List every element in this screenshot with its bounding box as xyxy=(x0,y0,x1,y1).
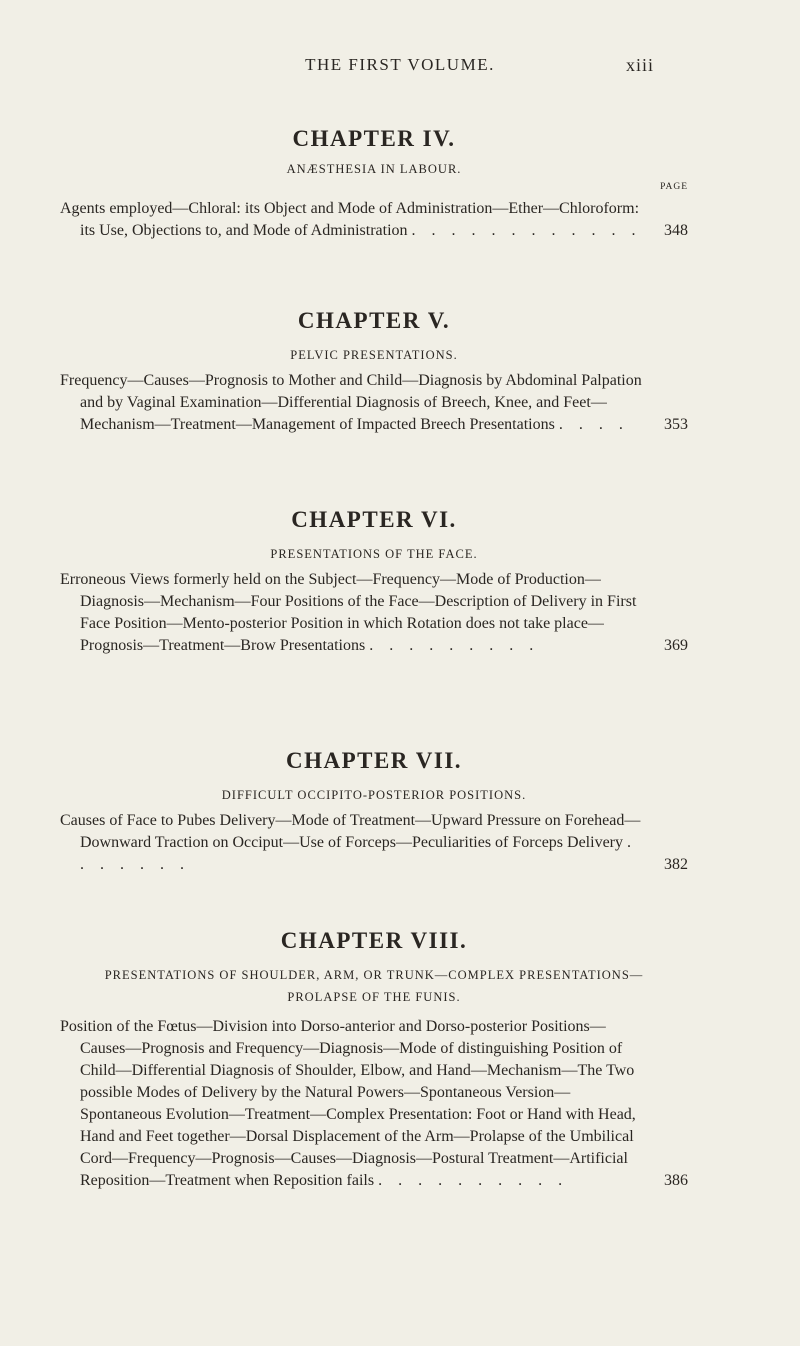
chapter-subtitle: DIFFICULT OCCIPITO-POSTERIOR POSITIONS. xyxy=(221,788,527,802)
entry-page-number: 348 xyxy=(664,222,688,239)
running-head-title: THE FIRST VOLUME. xyxy=(305,55,495,74)
entry-page-number: 386 xyxy=(664,1172,688,1189)
dot-leader: . . . . . . . . . xyxy=(369,637,540,654)
chapter-entry xyxy=(60,1016,688,1192)
chapter-entry xyxy=(60,810,688,876)
dot-leader: . . . . . . . . . . . . xyxy=(411,222,642,239)
running-head-page-number: xiii xyxy=(625,55,654,75)
running-head xyxy=(0,55,800,79)
entry-text: Erroneous Views formerly held on the Subject—Frequency—Mode of Production—Diagnosis—Mechanism—Four Positions of the Face—Description of Delivery in First Face Position—Mento-posterior Position in which Rotation does not take place—Prognosis—Treatment—Brow Presentations xyxy=(60,571,637,654)
chapter-title: CHAPTER IV. xyxy=(292,126,456,151)
chapter-entry xyxy=(60,569,688,657)
chapter-entry xyxy=(60,198,688,242)
chapter-entry xyxy=(60,370,688,436)
entry-page-number: 369 xyxy=(664,637,688,654)
chapter-title: CHAPTER VI. xyxy=(291,507,457,532)
chapter-4 xyxy=(60,124,688,242)
entry-text: Frequency—Causes—Prognosis to Mother and Child—Diagnosis by Abdominal Palpation and by Vaginal Examination—Differential Diagnosis of Breech, Knee, and Feet—Mechanism—Treatment—Management of Impacted Breech Presentations xyxy=(60,372,642,433)
chapter-subtitle: PRESENTATIONS OF THE FACE. xyxy=(270,547,478,561)
chapter-subtitle: PRESENTATIONS OF SHOULDER, ARM, OR TRUNK—COMPLEX PRESENTATIONS—PROLAPSE OF THE FUNIS. xyxy=(104,968,644,1004)
entry-text: Causes of Face to Pubes Delivery—Mode of Treatment—Upward Pressure on Forehead—Downward Traction on Occiput—Use of Forceps—Peculiarities of Forceps Delivery xyxy=(60,812,641,851)
chapter-subtitle: ANÆSTHESIA IN LABOUR. xyxy=(286,162,462,176)
chapter-title: CHAPTER V. xyxy=(297,308,451,333)
chapter-7 xyxy=(60,746,688,876)
chapter-8 xyxy=(60,926,688,1192)
chapter-subtitle: PELVIC PRESENTATIONS. xyxy=(290,348,458,362)
entry-text: Agents employed—Chloral: its Object and Mode of Administration—Ether—Chloroform: its Use, Objections to, and Mode of Administration xyxy=(60,200,640,239)
chapter-title: CHAPTER VII. xyxy=(285,748,463,773)
chapter-title: CHAPTER VIII. xyxy=(280,928,468,953)
entry-page-number: 353 xyxy=(664,416,688,433)
chapter-5 xyxy=(60,306,688,436)
page-column-label: PAGE xyxy=(660,182,688,192)
entry-text: Position of the Fœtus—Division into Dorso-anterior and Dorso-posterior Positions—Causes—Prognosis and Frequency—Diagnosis—Mode of distinguishing Position of Child—Differential Diagnosis of Shoulder, Elbow, and Hand—Mechanism—The Two possible Modes of Delivery by the Natural Powers—Spontaneous Version—Spontaneous Evolution—Treatment—Complex Presentation: Foot or Hand with Head, Hand and Feet together—Dorsal Displacement of the Arm—Prolapse of the Umbilical Cord—Frequency—Prognosis—Causes—Diagnosis—Postural Treatment—Artificial Reposition—Treatment when Reposition fails xyxy=(60,1018,636,1189)
chapter-6 xyxy=(60,505,688,657)
dot-leader: . . . . . . . . . . xyxy=(378,1172,569,1189)
dot-leader: . . . . xyxy=(558,416,629,433)
dot-leader: . . . . . . . xyxy=(80,834,637,873)
entry-page-number: 382 xyxy=(664,856,688,873)
